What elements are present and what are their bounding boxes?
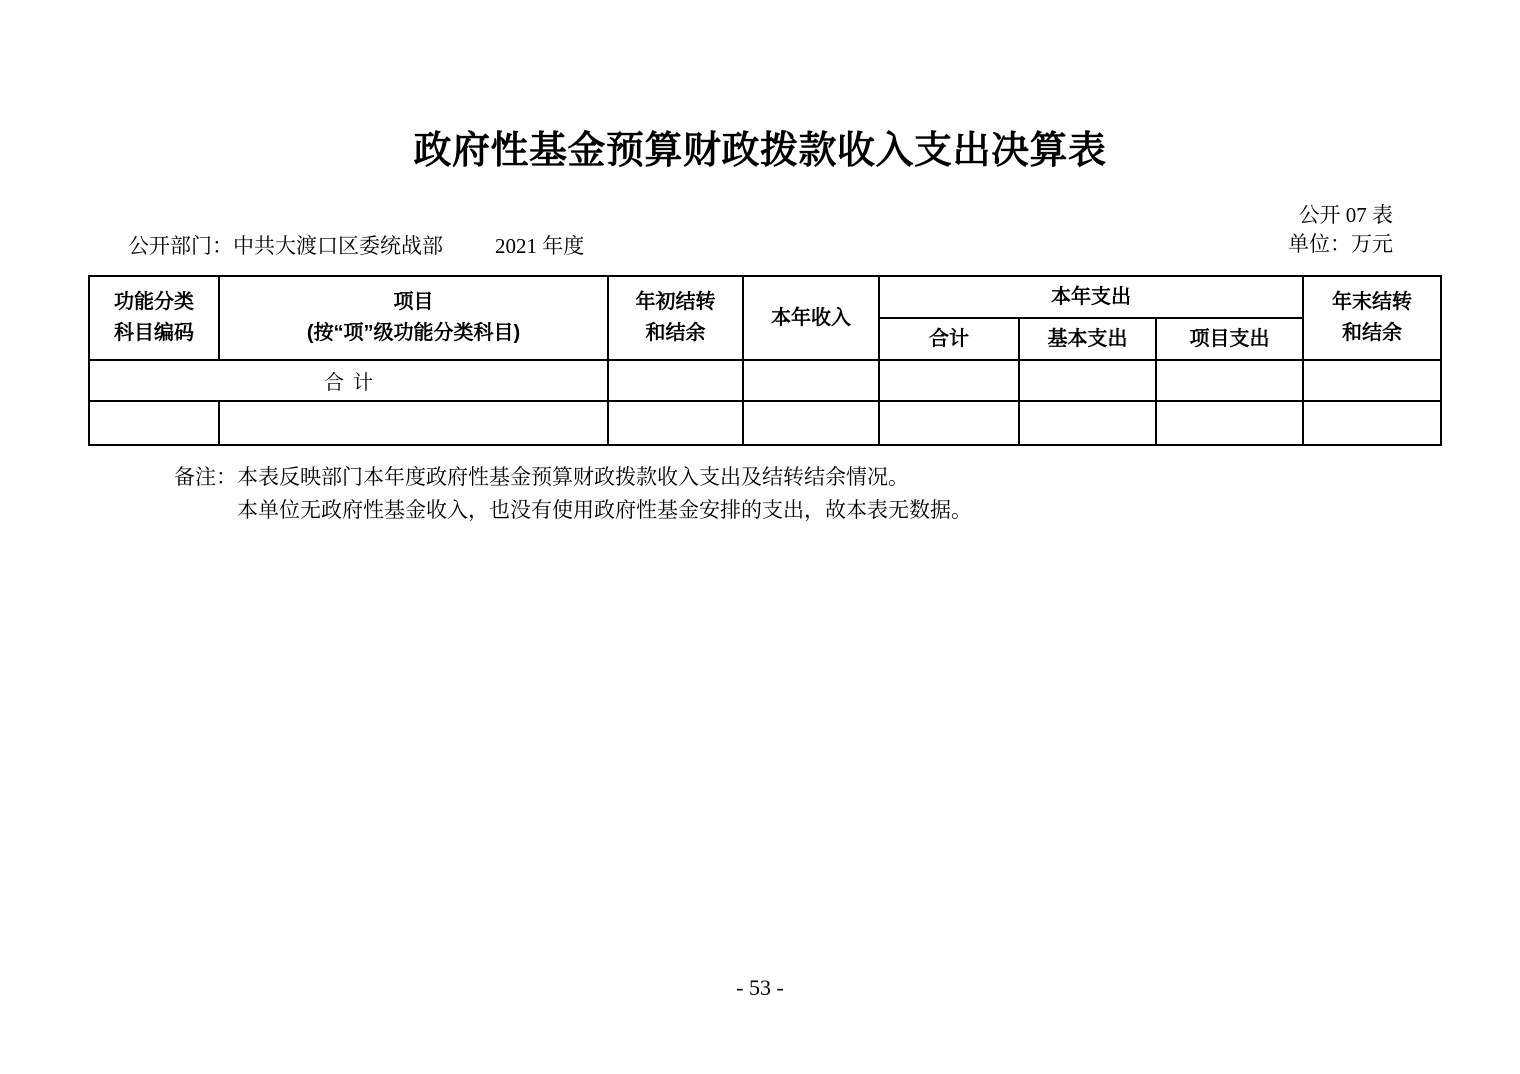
empty-cell-expenditure-project <box>1156 401 1303 445</box>
table-row-empty <box>89 401 1441 445</box>
total-cell-expenditure-project <box>1156 360 1303 401</box>
document-title: 政府性基金预算财政拨款收入支出决算表 <box>413 130 1107 172</box>
table-code-label: 公开 07 表 <box>1298 203 1393 227</box>
meta-right-block <box>1288 201 1393 259</box>
header-begin-balance-line2: 和结余 <box>645 322 706 344</box>
notes-prefix: 备注： <box>174 465 237 489</box>
header-end-balance <box>1303 276 1441 360</box>
empty-cell-income <box>743 401 879 445</box>
table-row-total <box>89 360 1441 401</box>
empty-cell-expenditure-total <box>879 401 1019 445</box>
total-cell-expenditure-total <box>879 360 1019 401</box>
fund-budget-table <box>88 275 1442 446</box>
year-label: 2021 年度 <box>495 234 585 258</box>
header-expenditure-total: 合计 <box>879 318 1019 360</box>
header-function-code-line1: 功能分类 <box>114 291 194 313</box>
header-project-line1: 项目 <box>393 291 434 313</box>
empty-cell-begin-balance <box>608 401 743 445</box>
header-begin-balance-line1: 年初结转 <box>635 291 716 313</box>
department-label: 公开部门：中共大渡口区委统战部 <box>128 234 443 258</box>
header-function-code <box>89 276 219 360</box>
total-cell-begin-balance <box>608 360 743 401</box>
empty-cell-function-code <box>89 401 219 445</box>
meta-left-block <box>128 233 584 259</box>
notes-line-2: 本单位无政府性基金收入，也没有使用政府性基金安排的支出，故本表无数据。 <box>237 498 972 522</box>
header-end-balance-line2: 和结余 <box>1342 322 1403 344</box>
header-expenditure-basic: 基本支出 <box>1019 318 1156 360</box>
header-current-income: 本年收入 <box>743 276 879 360</box>
header-current-expenditure: 本年支出 <box>879 276 1303 318</box>
total-cell-end-balance <box>1303 360 1441 401</box>
total-cell-expenditure-basic <box>1019 360 1156 401</box>
empty-cell-expenditure-basic <box>1019 401 1156 445</box>
header-end-balance-line1: 年末结转 <box>1332 291 1413 313</box>
notes-lines <box>237 461 972 527</box>
empty-cell-project <box>219 401 608 445</box>
unit-label: 单位：万元 <box>1288 232 1393 256</box>
empty-cell-end-balance <box>1303 401 1441 445</box>
total-cell-income <box>743 360 879 401</box>
notes-line-1: 本表反映部门本年度政府性基金预算财政拨款收入支出及结转结余情况。 <box>237 465 909 489</box>
header-project-line2: (按“项”级功能分类科目) <box>306 322 521 344</box>
header-function-code-line2: 科目编码 <box>114 322 194 344</box>
total-row-label: 合计 <box>89 360 608 401</box>
notes-block <box>174 461 972 527</box>
header-expenditure-project: 项目支出 <box>1156 318 1303 360</box>
header-begin-balance <box>608 276 743 360</box>
page-number: - 53 - <box>736 975 784 1000</box>
header-project <box>219 276 608 360</box>
